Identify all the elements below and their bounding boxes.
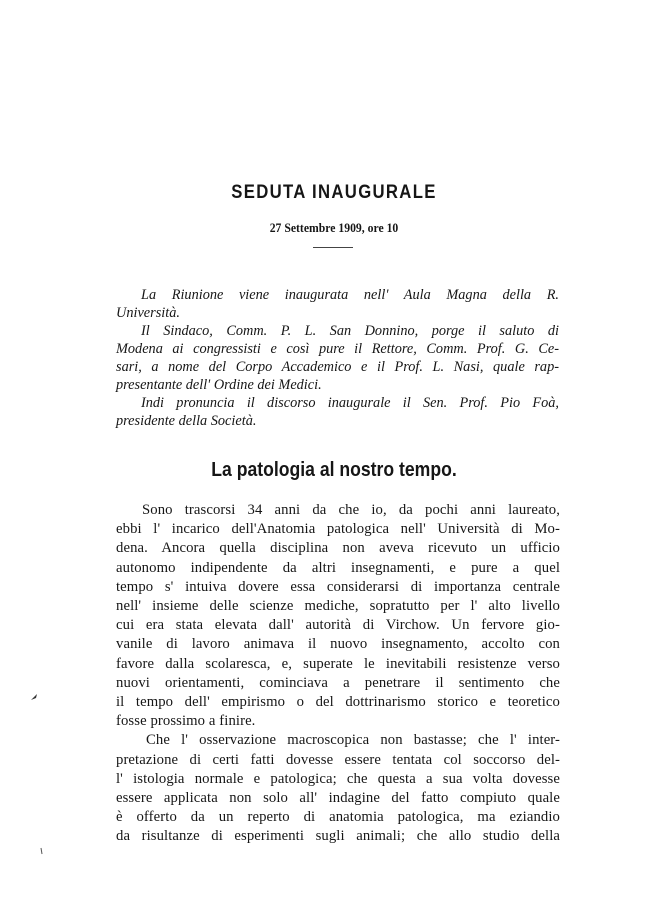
body-line: ebbi l' incarico dell'Anatomia patologica nell' Università di Mo- [116,521,560,538]
article-body [116,501,560,847]
body-line: da risultanze di esperimenti sugli animali; che allo studio della [116,828,560,845]
body-line: nuovi orientamenti, cominciava a penetrare il sentimento che [116,674,560,691]
body-line: cui era stata elevata dall' autorità di Virchow. Un fervore gio- [116,617,560,634]
body-line: pretazione di certi fatti dovesse essere tentata col soccorso del- [116,751,560,768]
body-line: Che l' osservazione macroscopica non bastasse; che l' inter- [146,732,560,749]
intro-paragraph-1 [116,286,559,304]
body-line: dena. Ancora quella disciplina non aveva ricevuto un ufficio [116,540,560,557]
intro-paragraph-3-cont [116,412,559,430]
intro-line: presentante dell' Ordine dei Medici. [116,377,322,393]
intro-line: Modena ai congressisti e così pure il Rettore, Comm. Prof. G. Ce- [116,341,559,357]
intro-line: presidente della Società. [116,413,257,429]
body-line: Sono trascorsi 34 anni da che io, da pochi anni laureato, [142,502,560,518]
intro-paragraphs [116,286,559,430]
intro-paragraph-1-cont [116,304,559,322]
body-line: fosse prossimo a finire. [116,713,256,730]
intro-paragraph-2 [116,322,559,340]
body-line: tempo s' intuiva dovere essa considerarsi di importanza centrale [116,578,560,595]
intro-line: Indi pronuncia il discorso inaugurale il Sen. Prof. Pio Foà, [141,395,559,411]
body-line: l' istologia normale e patologica; che questa a sua volta dovesse [116,770,560,787]
divider-rule [313,247,353,248]
session-date: 27 Settembre 1909, ore 10 [269,220,399,235]
body-line: essere applicata non solo all' indagine del fatto compiuto quale [116,790,560,807]
intro-paragraph-2-cont [116,340,559,394]
body-line: è offerto da un reperto di anatomia patologica, ma eziandio [116,809,560,826]
intro-line: Università. [116,305,180,321]
body-line: favore dalla scolaresca, e, superate le inevitabili resistenze verso [116,655,560,672]
intro-line: sari, a nome del Corpo Accademico e il Prof. L. Nasi, quale rap- [116,359,559,375]
intro-paragraph-3 [116,394,559,412]
body-line: vanile di lavoro animava il nuovo insegnamento, accolto con [116,636,560,653]
section-heading: SEDUTA INAUGURALE [231,182,437,203]
article-title: La patologia al nostro tempo. [211,459,457,481]
body-line: il tempo dell' empirismo o del dottrinarismo storico e teoretico [116,694,560,711]
margin-speck-mark [38,846,46,856]
body-line: nell' insieme delle scienze mediche, sopratutto per l' alto livello [116,598,560,615]
body-line: autonomo indipendente da altri insegnamenti, e pure a quel [116,559,560,576]
intro-line: La Riunione viene inaugurata nell' Aula Magna della R. [141,287,559,303]
intro-line: Il Sindaco, Comm. P. L. San Donnino, porge il saluto di [141,323,559,339]
margin-tick-mark [28,690,42,704]
